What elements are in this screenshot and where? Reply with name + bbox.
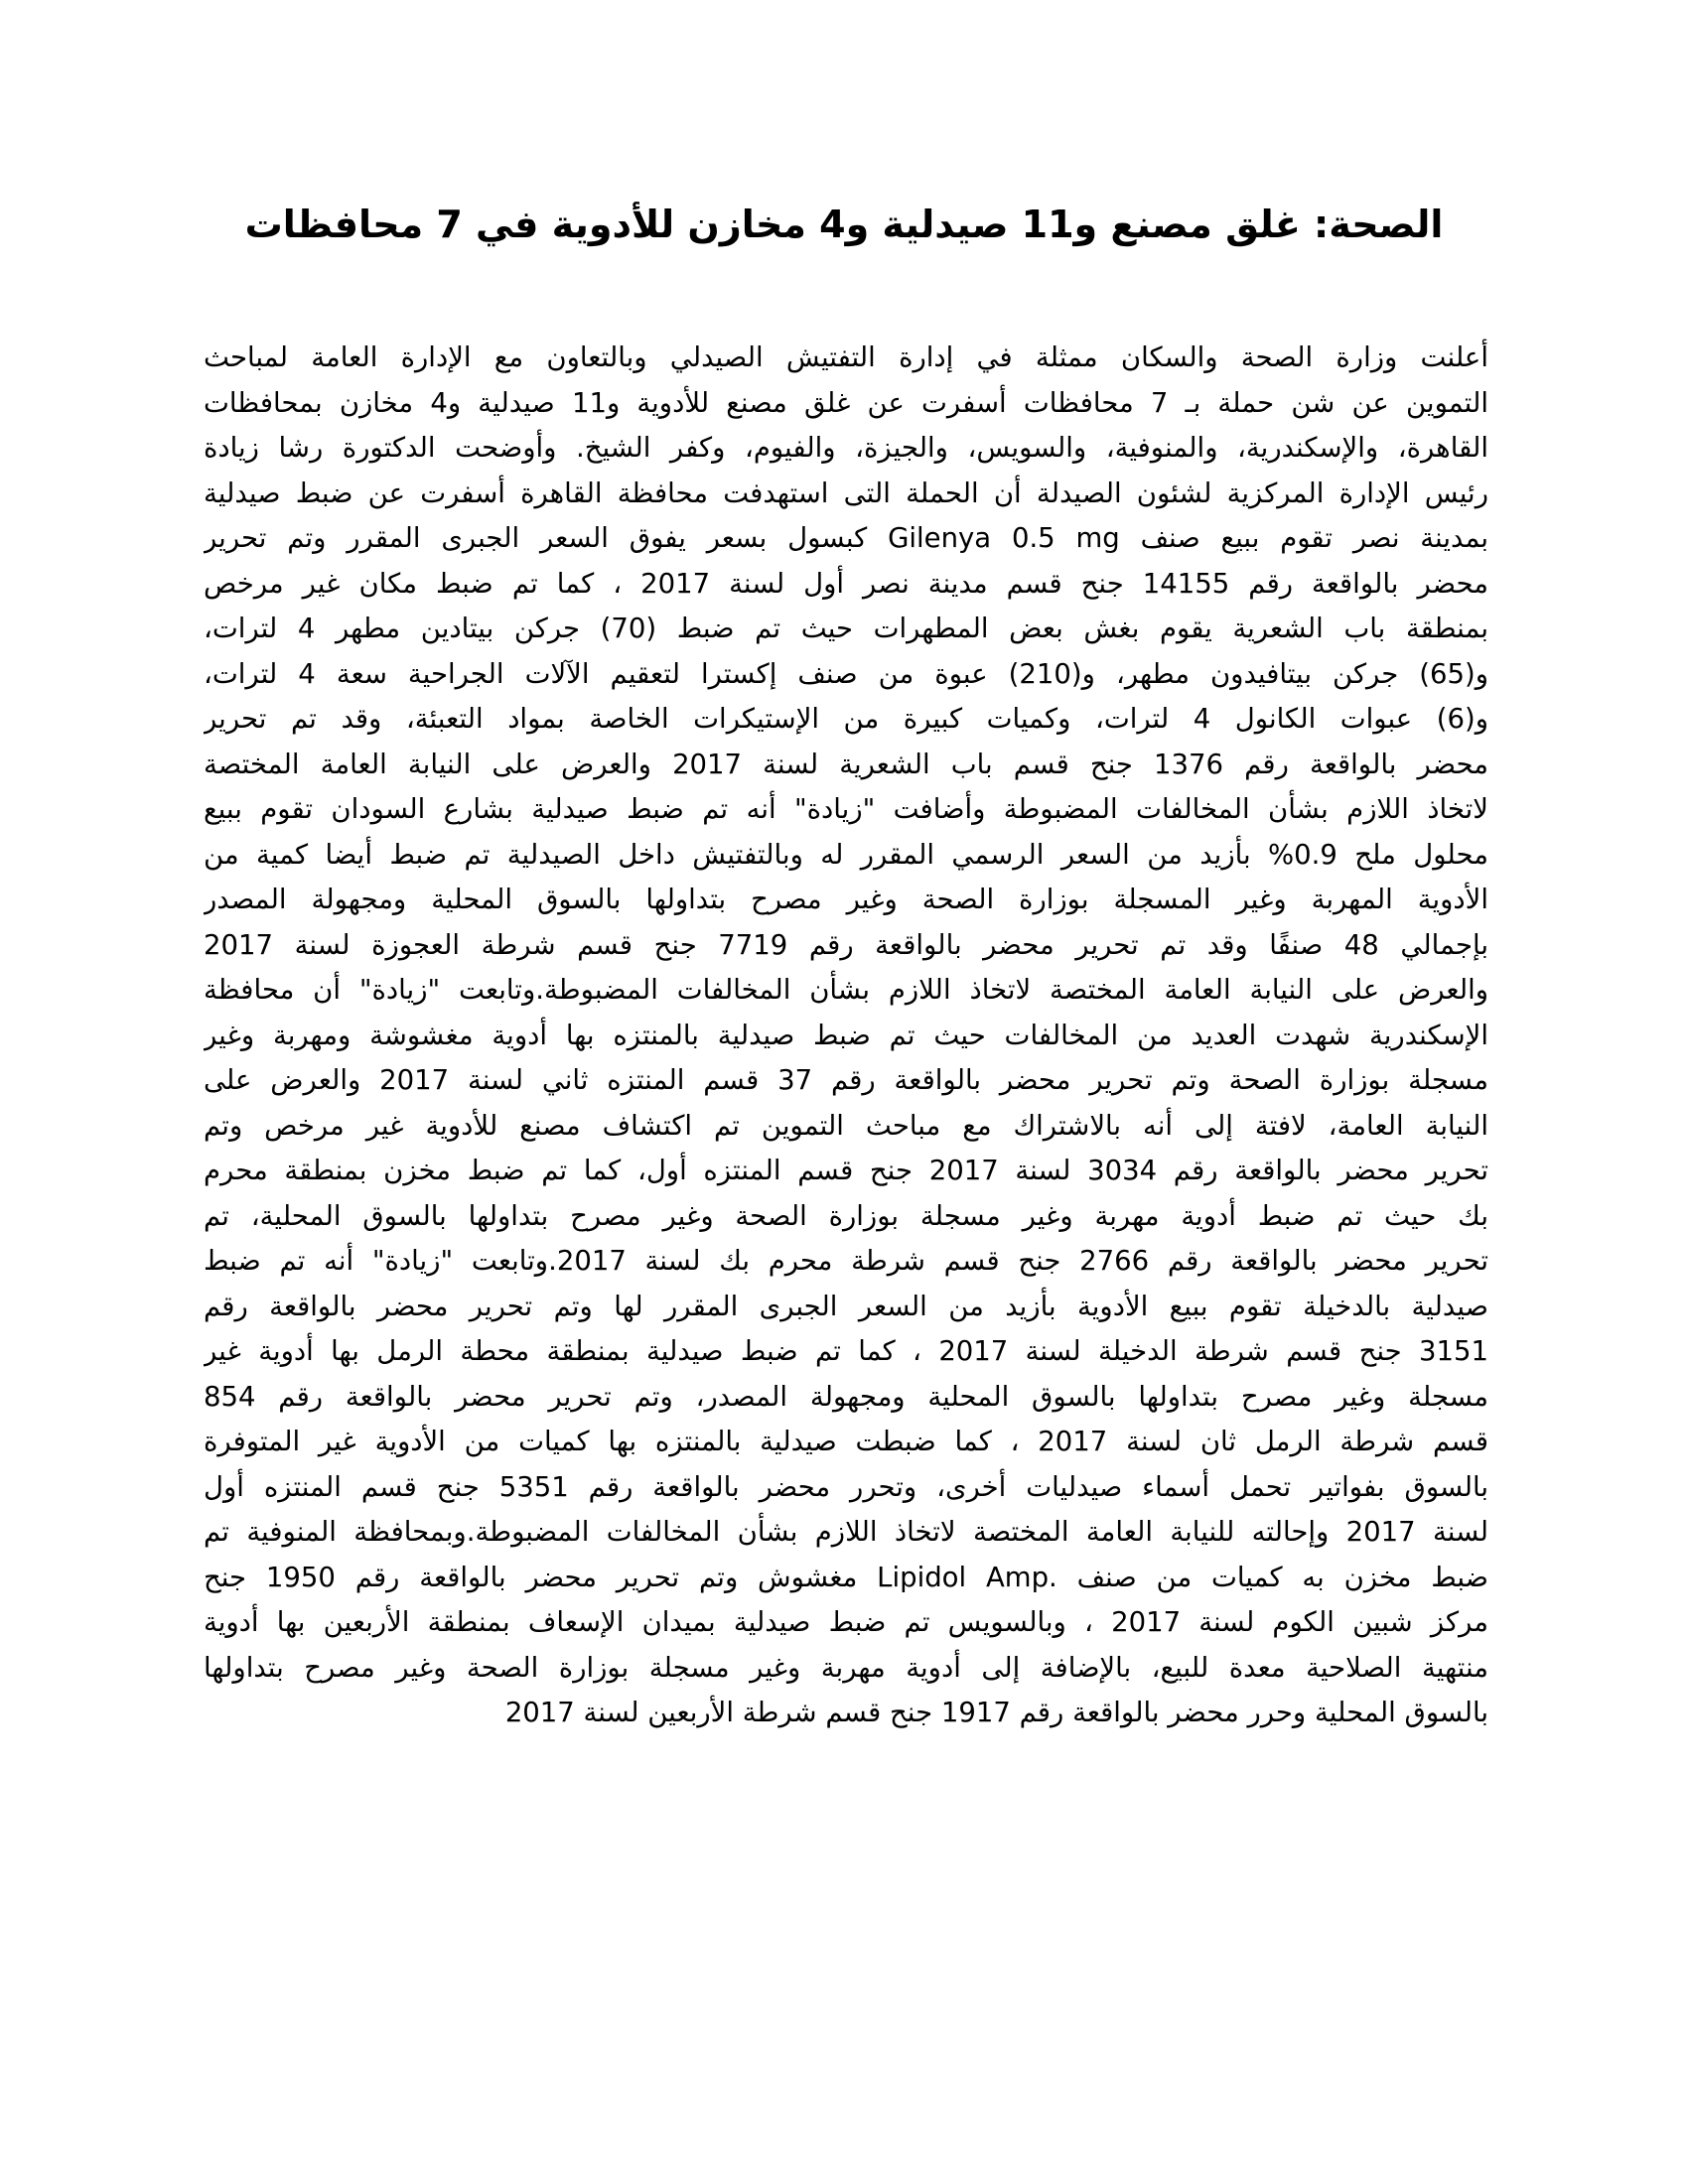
paragraph-line: بك حيث تم ضبط أدوية مهربة وغير مسجلة بوزارة الصحة وغير مصرح بتداولها بالسوق المحلية، تم [204,1199,1488,1232]
paragraph-line: تحرير محضر بالواقعة رقم 3034 لسنة 2017 جنح قسم المنتزه أول، كما تم ضبط مخزن بمنطقة محرم [204,1155,1488,1186]
paragraph-line: تحرير محضر بالواقعة رقم 2766 جنح قسم شرطة محرم بك لسنة 2017.وتابعت "زيادة" أنه تم ضبط [204,1245,1488,1277]
paragraph-line: النيابة العامة، لافتة إلى أنه بالاشتراك مع مباحث التموين تم اكتشاف مصنع للأدوية غير مرخص وتم [204,1109,1488,1142]
paragraph-line: مركز شبين الكوم لسنة 2017 ، وبالسويس تم ضبط صيدلية بميدان الإسعاف بمنطقة الأربعين بها أدوية [204,1606,1488,1638]
paragraph-line: صيدلية بالدخيلة تقوم ببيع الأدوية بأزيد من السعر الجبرى المقرر لها وتم تحرير محضر بالواقعة رقم [204,1290,1488,1322]
paragraph-line: التموين عن شن حملة بـ 7 محافظات أسفرت عن غلق مصنع للأدوية و11 صيدلية و4 مخازن بمحافظات [204,386,1488,419]
paragraph-line: محضر بالواقعة رقم 14155 جنح قسم مدينة نصر أول لسنة 2017 ، كما تم ضبط مكان غير مرخص [204,567,1488,600]
paragraph-line: و(6) عبوات الكانول 4 لترات، وكميات كبيرة من الإستيكرات الخاصة بمواد التعبئة، وقد تم تحرير [204,703,1488,735]
paragraph-line: أعلنت وزارة الصحة والسكان ممثلة في إدارة التفتيش الصيدلي وبالتعاون مع الإدارة العامة لمباحث [204,341,1488,373]
paragraph-line: الإسكندرية شهدت العديد من المخالفات حيث تم ضبط صيدلية بالمنتزه بها أدوية مغشوشة ومهربة وغير [204,1019,1488,1051]
paragraph-line: بمدينة نصر تقوم ببيع صنف Gilenya 0.5 mg كبسول بسعر يفوق السعر الجبرى المقرر وتم تحرير [204,522,1488,554]
paragraph-line: لسنة 2017 وإحالته للنيابة العامة المختصة لاتخاذ اللازم بشأن المخالفات المضبوطة.وبمحافظة المنوفية تم [204,1516,1488,1548]
paragraph-line: القاهرة، والإسكندرية، والمنوفية، والسويس، والجيزة، والفيوم، وكفر الشيخ. وأوضحت الدكتورة رشا زيادة [204,432,1488,464]
paragraph-line: محضر بالواقعة رقم 1376 جنح قسم باب الشعرية لسنة 2017 والعرض على النيابة العامة المختصة [204,748,1488,780]
page-title: الصحة: غلق مصنع و11 صيدلية و4 مخازن للأدوية في 7 محافظات [244,203,1444,246]
article-body [204,336,1488,1736]
paragraph-line: و(65) جركن بيتافيدون مطهر، و(210) عبوة من صنف إكسترا لتعقيم الآلات الجراحية سعة 4 لترات، [204,657,1488,690]
paragraph-line: منتهية الصلاحية معدة للبيع، بالإضافة إلى أدوية مهربة وغير مسجلة بوزارة الصحة وغير مصرح بتداولها [204,1651,1488,1684]
paragraph-line: 3151 جنح قسم شرطة الدخيلة لسنة 2017 ، كما تم ضبط صيدلية بمنطقة محطة الرمل بها أدوية غير [204,1335,1488,1367]
paragraph-line: مسجلة وغير مصرح بتداولها بالسوق المحلية ومجهولة المصدر، وتم تحرير محضر بالواقعة رقم 854 [204,1380,1488,1413]
paragraph-line: بإجمالي 48 صنفًا وقد تم تحرير محضر بالواقعة رقم 7719 جنح قسم شرطة العجوزة لسنة 2017 [204,928,1488,961]
paragraph-line: لاتخاذ اللازم بشأن المخالفات المضبوطة وأضافت "زيادة" أنه تم ضبط صيدلية بشارع السودان تقوم ببيع [204,793,1488,825]
paragraph-line: بالسوق بفواتير تحمل أسماء صيدليات أخرى، وتحرر محضر بالواقعة رقم 5351 جنح قسم المنتزه أول [204,1470,1488,1503]
paragraph-line: بالسوق المحلية وحرر محضر بالواقعة رقم 1917 جنح قسم شرطة الأربعين لسنة 2017 [504,1697,1488,1728]
paragraph-line: بمنطقة باب الشعرية يقوم بغش بعض المطهرات حيث تم ضبط (70) جركن بيتادين مطهر 4 لترات، [204,613,1488,644]
paragraph-line: قسم شرطة الرمل ثان لسنة 2017 ، كما ضبطت صيدلية بالمنتزه بها كميات من الأدوية غير المتوفرة [204,1426,1488,1457]
paragraph-line: رئيس الإدارة المركزية لشئون الصيدلة أن الحملة التى استهدفت محافظة القاهرة أسفرت عن ضبط صيدلية [204,477,1488,509]
paragraph-line: الأدوية المهربة وغير المسجلة بوزارة الصحة وغير مصرح بتداولها بالسوق المحلية ومجهولة المصدر [204,884,1488,915]
paragraph-line: محلول ملح 0.9% بأزيد من السعر الرسمي المقرر له وبالتفتيش داخل الصيدلية تم ضبط أيضا كمية من [204,838,1488,871]
paragraph-line: والعرض على النيابة العامة المختصة لاتخاذ اللازم بشأن المخالفات المضبوطة.وتابعت "زيادة" أن محافظة [204,974,1488,1006]
paragraph-line: ضبط مخزن به كميات من صنف .Lipidol Amp مغشوش وتم تحرير محضر بالواقعة رقم 1950 جنح [204,1561,1488,1593]
paragraph-line: مسجلة بوزارة الصحة وتم تحرير محضر بالواقعة رقم 37 قسم المنتزه ثاني لسنة 2017 والعرض على [204,1064,1488,1096]
